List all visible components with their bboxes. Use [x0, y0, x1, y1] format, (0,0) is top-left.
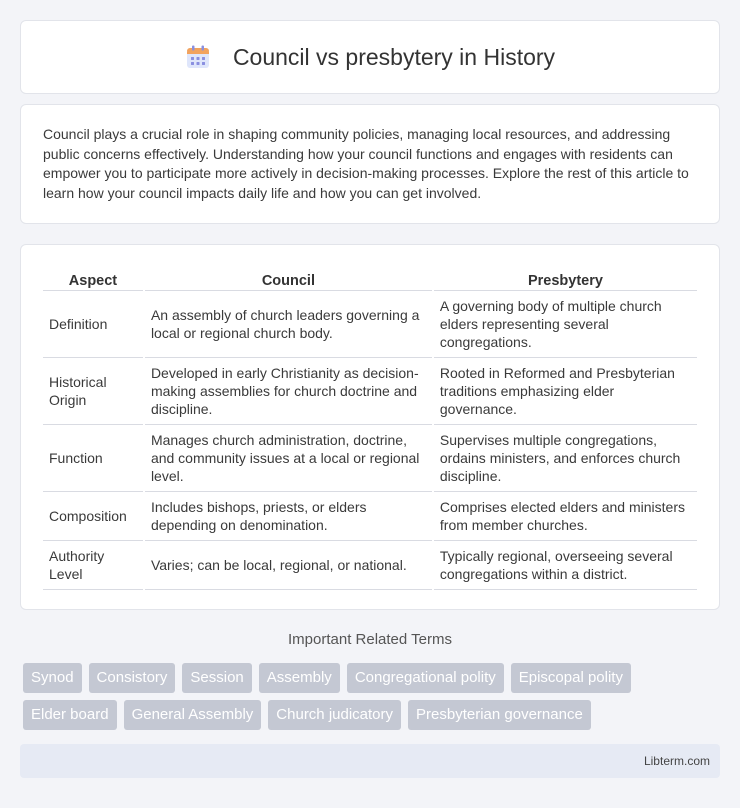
row-council: Varies; can be local, regional, or national. [145, 541, 432, 590]
term-tag[interactable]: Presbyterian governance [408, 700, 591, 730]
term-tag[interactable]: Session [182, 663, 251, 693]
term-tag[interactable]: Elder board [23, 700, 117, 730]
term-tag[interactable]: General Assembly [124, 700, 262, 730]
term-tag[interactable]: Church judicatory [268, 700, 401, 730]
calendar-icon [185, 44, 211, 70]
related-terms-list [23, 663, 723, 730]
page-title: Council vs presbytery in History [232, 43, 556, 70]
row-aspect: Authority Level [43, 541, 143, 590]
term-tag[interactable]: Episcopal polity [511, 663, 631, 693]
header-presbytery: Presbytery [434, 265, 697, 291]
table-row [43, 358, 697, 425]
table-header-row [43, 265, 697, 291]
header-aspect: Aspect [43, 265, 143, 291]
comparison-table [41, 265, 699, 590]
row-presbytery: Comprises elected elders and ministers from member churches. [434, 492, 697, 541]
row-aspect: Function [43, 425, 143, 492]
row-presbytery: A governing body of multiple church elders representing several congregations. [434, 291, 697, 358]
table-row [43, 541, 697, 590]
term-tag[interactable]: Synod [23, 663, 82, 693]
term-tag[interactable]: Assembly [259, 663, 340, 693]
row-aspect: Composition [43, 492, 143, 541]
header-card [20, 20, 720, 94]
term-tag[interactable]: Congregational polity [347, 663, 504, 693]
row-presbytery: Rooted in Reformed and Presbyterian traditions emphasizing elder governance. [434, 358, 697, 425]
table-row [43, 492, 697, 541]
intro-text: Council plays a crucial role in shaping community policies, managing local resources, and addressing public concerns effectively. Understanding how your council functions and engages with residents can empower you to participate more actively in decision-making processes. Explore the rest of this article to learn how your council impacts daily life and how you can get involved. [43, 126, 689, 201]
table-row [43, 291, 697, 358]
row-council: Includes bishops, priests, or elders depending on denomination. [145, 492, 432, 541]
intro-card [20, 104, 720, 224]
row-council: Developed in early Christianity as decision-making assemblies for church doctrine and discipline. [145, 358, 432, 425]
row-council: An assembly of church leaders governing a local or regional church body. [145, 291, 432, 358]
row-council: Manages church administration, doctrine, and community issues at a local or regional level. [145, 425, 432, 492]
related-terms-title: Important Related Terms [288, 631, 452, 648]
table-row [43, 425, 697, 492]
row-presbytery: Typically regional, overseeing several congregations within a district. [434, 541, 697, 590]
footer-site-link[interactable]: Libterm.com [643, 754, 710, 768]
term-tag[interactable]: Consistory [89, 663, 176, 693]
row-presbytery: Supervises multiple congregations, ordains ministers, and enforces church discipline. [434, 425, 697, 492]
row-aspect: Historical Origin [43, 358, 143, 425]
footer [20, 744, 720, 778]
row-aspect: Definition [43, 291, 143, 358]
comparison-table-card [20, 244, 720, 610]
header-council: Council [145, 265, 432, 291]
